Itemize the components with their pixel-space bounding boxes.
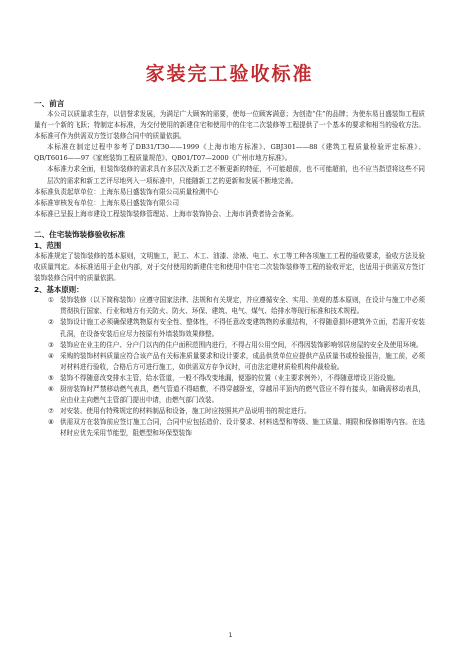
item-text: 采购的装饰材料质量应符合该产品有关标准质量要求和设计要求，成品供货单位应提供产品质量书或检验报告，施工前，必须对材料进行验收，合格后方可进行施工，如供需双方存争议时，可由法定建材质检机构仲裁检验。 — [60, 351, 425, 371]
list-item — [48, 406, 425, 417]
scope-paragraph: 本标准规定了装饰装修的基本原则，文明施工，泥工、木工、油漆、涂裱、电工、水工等工种各项施工工程的验收要求，验收方法及验收质量判定。本标准适用于企业内部，对于交付使用的新建住宅和使用中住宅二次装饰装修等工程的验收评定，也适用于供需双方签订装饰装修合同中的质量依据。 — [34, 251, 425, 283]
item-text: 装饰应在业主的住户、分户门以内的住户面积范围内进行，不得占用公用空间，不得因装饰影响邻居房屋的安全及使用环境。 — [60, 340, 423, 349]
item-number: ⑦ — [48, 407, 54, 416]
list-item — [48, 417, 425, 439]
list-item — [48, 384, 425, 406]
filing-line: 本标准已呈报上海市建设工程装饰装修管理站、上海市装饰协会、上海市消费者协会备案。 — [34, 209, 298, 218]
subsection-heading-principles: 2、基本原则： — [34, 285, 84, 295]
list-item — [48, 295, 425, 317]
preface-paragraph: 本标准在制定过程中参考了DB31/T30——1999《上海市地方标准》、GBJ301——88《建筑工程质量检验评定标准》、QB/T6016——97《家庭装饰工程质量规范》、QB01/T07—2000《广州市地方标准》。 — [34, 143, 425, 163]
item-number: ① — [48, 296, 54, 305]
subsection-heading-scope: 1、范围 — [34, 240, 62, 250]
preface-paragraph: 本公司以质量求生存，以信誉求发展，为满足广大顾客的需要，使每一位顾客满意；为创造“住”的品牌；为使东易日盛装饰工程质量有一个新的飞跃；特制定本标准，为交付使用的新建住宅和使用中的住宅二次装修等工程提供了一个基本的要求和相当的验收方法。本标准可作为供需双方签订装修合同中的质量依据。 — [34, 110, 425, 141]
item-number: ② — [48, 318, 54, 327]
list-item — [48, 373, 425, 384]
list-item — [48, 340, 425, 351]
item-text: 供需双方在装饰前应签订施工合同，合同中应包括造价、设计要求、材料选型和等级、施工质量、期限和保修期等内容。在选材时应优先采用节能型，阻燃型和环保型装饰 — [60, 418, 425, 438]
item-text: 厨房装饰时严禁移动燃气表具，燃气管道不得暗敷，不得穿越卧室，穿越吊平顶内的燃气管应不得有接头，如确需移动表具，应由业主向燃气主管部门提出申请，由燃气部门改装。 — [60, 384, 425, 405]
drafting-unit-line: 本标准负责起草单位：上海东易日盛装饰有限公司质量检测中心 — [34, 187, 219, 196]
section-heading-standard: 二、住宅装饰装修验收标准 — [34, 229, 126, 239]
item-number: ③ — [48, 340, 54, 349]
principles-list — [34, 295, 425, 439]
item-number: ⑧ — [48, 418, 54, 427]
item-number: ⑥ — [48, 384, 54, 393]
page-number: 1 — [228, 632, 233, 639]
publishing-unit-line: 本标准审核发布单位：上海东易日盛装饰有限公司 — [34, 198, 180, 207]
item-text: 装饰设计施工必须确保建筑物原有安全性、整体性，不得任意改变建筑物的承重结构，不得随意损坏建筑外立面，若需开安装孔洞，在设备安装后应尽力按原有外墙装饰效果修整。 — [60, 318, 425, 338]
list-item — [48, 317, 425, 339]
list-item — [48, 351, 425, 373]
document-title: 家装完工验收标准 — [145, 63, 314, 85]
item-text: 对安装、使用有特殊规定的材料制品和设备，施工时应按照其产品说明书的规定进行。 — [60, 407, 311, 416]
item-number: ⑤ — [48, 373, 54, 382]
section-heading-preface: 一、前言 — [34, 99, 65, 108]
item-text: 装饰装修（以下简称装饰）应遵守国家法律、法规和有关规定，并应遵循安全、实用、美观的基本原则，在设计与施工中必须贯彻执行国家、行业和地方有关防火、防火、环保、建筑、电气、煤气、给排水等现行标准和技术规程。 — [60, 296, 425, 316]
item-text: 装饰不得随意改变排水主管，给水管道，一般不得改变地漏，便器的位置（业主要求例外），不得随意增设卫浴设施。 — [60, 373, 400, 382]
item-number: ④ — [48, 351, 54, 360]
preface-paragraph: 本标准力求全面，但装饰装修的需求具有多层次及新工艺不断更新的特征，不可能超前，也不可能超前，也不应当指望将这些不同层次的需求和新工艺评尽地列入一项标准中，只能随新工艺的更新和发展不断地完善。 — [47, 165, 425, 185]
